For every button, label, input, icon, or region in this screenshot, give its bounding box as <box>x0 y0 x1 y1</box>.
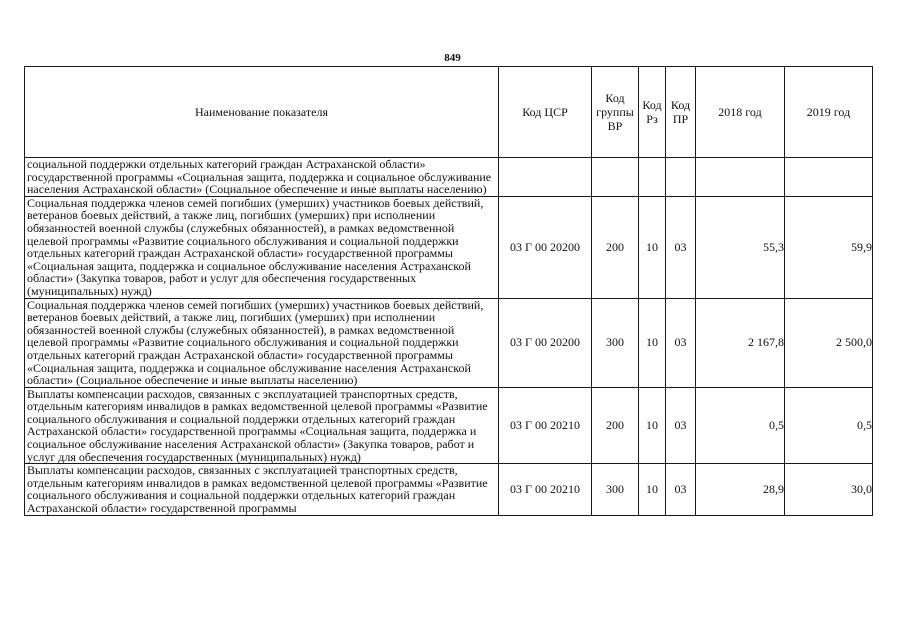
row-pr <box>666 158 696 197</box>
table-header <box>25 67 873 158</box>
table-row <box>25 196 873 298</box>
row-vr <box>592 158 639 197</box>
header-2019: 2019 год <box>785 67 873 158</box>
row-name: Выплаты компенсации расходов, связанных с эксплуатацией транспортных средств, отдельным категориям инвалидов в рамках ведомственной целевой программы «Развитие социального обслуживания и социальной поддержки отдельных категорий граждан Астраханской области» государственной программы «Социальная защита, поддержка и социальное обслуживание населения Астраханской области» (Закупка товаров, работ и услуг для обеспечения государственных (муниципальных) нужд) <box>25 387 499 464</box>
row-csr: 03 Г 00 20210 <box>499 387 592 464</box>
row-rz: 10 <box>639 387 666 464</box>
page-number: 849 <box>444 52 461 64</box>
row-2019: 59,9 <box>785 196 873 298</box>
row-2019: 2 500,0 <box>785 298 873 387</box>
row-2018: 0,5 <box>696 387 785 464</box>
table-row <box>25 464 873 515</box>
row-csr <box>499 158 592 197</box>
table-row <box>25 387 873 464</box>
row-2018: 28,9 <box>696 464 785 515</box>
header-csr: Код ЦСР <box>499 67 592 158</box>
row-vr: 300 <box>592 464 639 515</box>
row-2019: 30,0 <box>785 464 873 515</box>
row-name: Выплаты компенсации расходов, связанных с эксплуатацией транспортных средств, отдельным категориям инвалидов в рамках ведомственной целевой программы «Развитие социального обслуживания и социальной поддержки отдельных категорий граждан Астраханской области» государственной программы <box>25 464 499 515</box>
row-pr: 03 <box>666 387 696 464</box>
row-vr: 200 <box>592 196 639 298</box>
table-row <box>25 158 873 197</box>
row-rz: 10 <box>639 298 666 387</box>
row-rz: 10 <box>639 464 666 515</box>
header-row <box>25 67 873 158</box>
row-pr: 03 <box>666 196 696 298</box>
header-name: Наименование показателя <box>25 67 499 158</box>
row-2019 <box>785 158 873 197</box>
header-rz: Код Рз <box>639 67 666 158</box>
row-2018: 2 167,8 <box>696 298 785 387</box>
row-name: Социальная поддержка членов семей погибших (умерших) участников боевых действий, ветеранов боевых действий, а также лиц, погибших (умерших) при исполнении обязанностей военной службы (служебных обязанностей), в рамках ведомственной целевой программы «Развитие социального обслуживания и социальной поддержки отдельных категорий граждан Астраханской области» государственной программы «Социальная защита, поддержка и социальное обслуживание населения Астраханской области» (Социальное обеспечение и иные выплаты населению) <box>25 298 499 387</box>
row-rz <box>639 158 666 197</box>
row-pr: 03 <box>666 464 696 515</box>
row-csr: 03 Г 00 20210 <box>499 464 592 515</box>
table-row <box>25 298 873 387</box>
row-csr: 03 Г 00 20200 <box>499 298 592 387</box>
row-vr: 300 <box>592 298 639 387</box>
row-vr: 200 <box>592 387 639 464</box>
header-vr: Код группы ВР <box>592 67 639 158</box>
row-pr: 03 <box>666 298 696 387</box>
row-2019: 0,5 <box>785 387 873 464</box>
row-name: социальной поддержки отдельных категорий граждан Астраханской области» государственной программы «Социальная защита, поддержка и социальное обслуживание населения Астраханской области» (Социальное обеспечение и иные выплаты населению) <box>25 158 499 197</box>
table-body <box>25 158 873 516</box>
row-csr: 03 Г 00 20200 <box>499 196 592 298</box>
header-2018: 2018 год <box>696 67 785 158</box>
row-name: Социальная поддержка членов семей погибших (умерших) участников боевых действий, ветеранов боевых действий, а также лиц, погибших (умерших) при исполнении обязанностей военной службы (служебных обязанностей), в рамках ведомственной целевой программы «Развитие социального обслуживания и социальной поддержки отдельных категорий граждан Астраханской области» государственной программы «Социальная защита, поддержка и социальное обслуживание населения Астраханской области» (Закупка товаров, работ и услуг для обеспечения государственных (муниципальных) нужд) <box>25 196 499 298</box>
row-2018: 55,3 <box>696 196 785 298</box>
budget-table <box>24 66 873 516</box>
row-2018 <box>696 158 785 197</box>
header-pr: Код ПР <box>666 67 696 158</box>
row-rz: 10 <box>639 196 666 298</box>
